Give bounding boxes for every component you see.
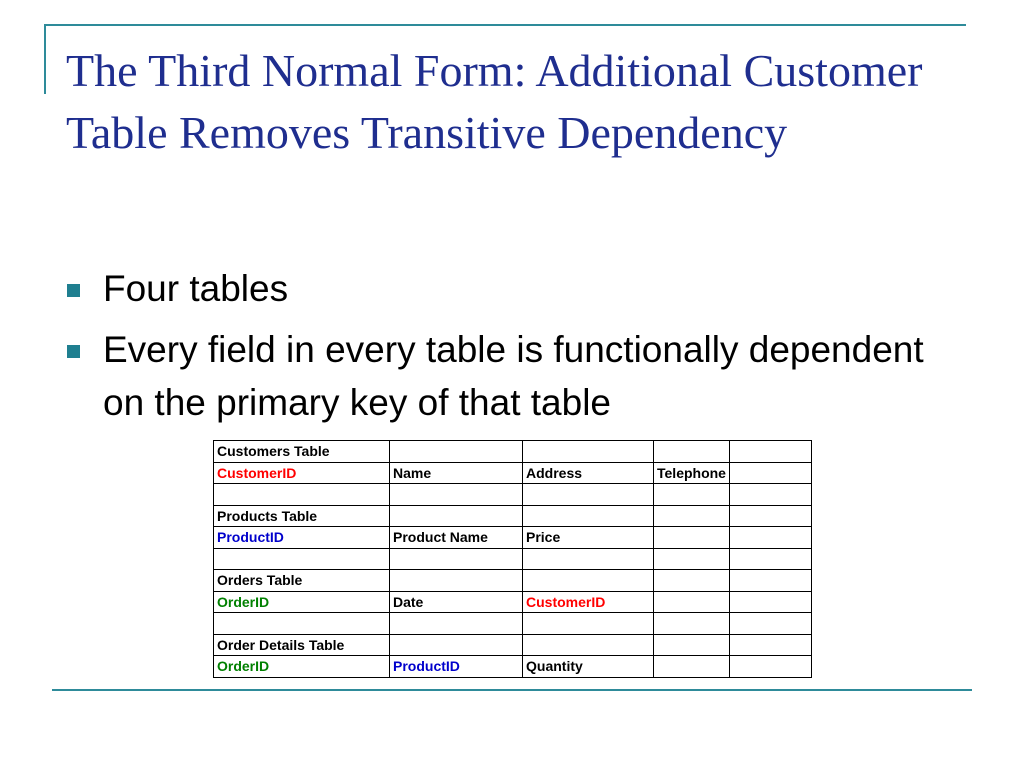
table-cell <box>729 613 811 635</box>
table-cell: Order Details Table <box>214 634 390 656</box>
table-cell: ProductID <box>214 527 390 549</box>
table-cell <box>390 441 523 463</box>
bullet-text: Four tables <box>103 268 289 309</box>
table-cell <box>654 613 730 635</box>
table-cell <box>729 570 811 592</box>
table-cell <box>523 613 654 635</box>
table-row <box>214 462 812 484</box>
table-cell <box>654 527 730 549</box>
table-cell <box>654 570 730 592</box>
table-row <box>214 591 812 613</box>
square-bullet-icon <box>67 284 80 297</box>
table-cell: CustomerID <box>523 591 654 613</box>
table-cell <box>523 505 654 527</box>
table-cell <box>654 656 730 678</box>
table-row <box>214 484 812 506</box>
table-cell <box>390 570 523 592</box>
table-cell <box>390 505 523 527</box>
table-cell <box>729 527 811 549</box>
table-cell: Orders Table <box>214 570 390 592</box>
table-cell <box>523 484 654 506</box>
table-cell <box>523 441 654 463</box>
table-row <box>214 634 812 656</box>
table-cell <box>654 505 730 527</box>
table-cell <box>654 441 730 463</box>
table-cell <box>729 462 811 484</box>
square-bullet-icon <box>67 345 80 358</box>
table-cell <box>390 634 523 656</box>
bullet-item <box>62 262 962 315</box>
table-cell <box>654 634 730 656</box>
table-row <box>214 505 812 527</box>
bottom-accent-line <box>52 689 972 691</box>
table-cell: OrderID <box>214 656 390 678</box>
bullet-list <box>62 262 962 437</box>
table-cell <box>390 613 523 635</box>
table-cell: Price <box>523 527 654 549</box>
table-cell: Date <box>390 591 523 613</box>
left-accent-line <box>44 24 46 94</box>
bullet-item <box>62 323 962 429</box>
schema-table <box>213 440 812 678</box>
table-cell: Address <box>523 462 654 484</box>
table-cell <box>390 484 523 506</box>
table-cell: Name <box>390 462 523 484</box>
table-cell <box>729 548 811 570</box>
bullet-text: Every field in every table is functionally dependent on the primary key of that table <box>103 329 924 423</box>
table-row <box>214 613 812 635</box>
table-cell <box>214 548 390 570</box>
table-row <box>214 441 812 463</box>
table-cell: Product Name <box>390 527 523 549</box>
table-cell: ProductID <box>390 656 523 678</box>
table-cell: OrderID <box>214 591 390 613</box>
table-cell <box>729 634 811 656</box>
table-cell <box>654 484 730 506</box>
table-cell <box>523 634 654 656</box>
table-cell <box>729 656 811 678</box>
table-cell <box>729 484 811 506</box>
table-cell <box>523 570 654 592</box>
table-row <box>214 656 812 678</box>
slide-title: The Third Normal Form: Additional Customer Table Removes Transitive Dependency <box>66 45 923 158</box>
table-cell <box>214 613 390 635</box>
table-cell: Quantity <box>523 656 654 678</box>
table-cell <box>729 591 811 613</box>
top-accent-line <box>44 24 966 26</box>
table-cell: Telephone <box>654 462 730 484</box>
table-cell <box>729 441 811 463</box>
table-cell <box>654 548 730 570</box>
table-cell <box>523 548 654 570</box>
table-cell: CustomerID <box>214 462 390 484</box>
table-cell <box>214 484 390 506</box>
table-cell <box>390 548 523 570</box>
table-cell <box>654 591 730 613</box>
table-cell: Products Table <box>214 505 390 527</box>
table-cell <box>729 505 811 527</box>
table-row <box>214 548 812 570</box>
table-row <box>214 570 812 592</box>
table-row <box>214 527 812 549</box>
schema-table-container <box>213 440 812 678</box>
table-cell: Customers Table <box>214 441 390 463</box>
